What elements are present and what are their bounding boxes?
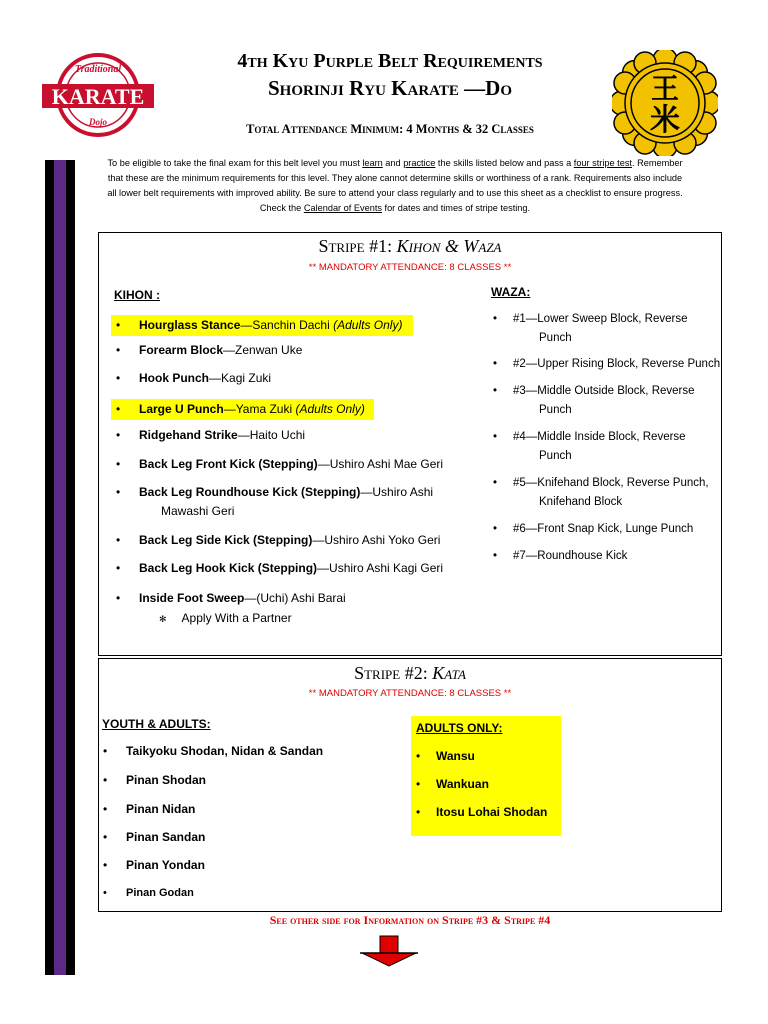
logo-top-text: Traditional [74,64,122,75]
logo-bottom-text: Dojo [89,117,107,127]
adults-only-box [411,716,561,836]
kihon-item: • Ridgehand Strike—Haito Uchi [116,428,306,442]
stripe-2-mandatory: ** MANDATORY ATTENDANCE: 8 CLASSES ** [308,688,512,699]
kihon-item: • Hook Punch—Kagi Zuki [116,371,272,385]
kihon-item: • Inside Foot Sweep—(Uchi) Ashi Barai [116,591,346,605]
adult-kata-item: • Wansu [416,749,475,763]
purple-belt-graphic [45,160,75,975]
stripe-2-title: Stripe #2: Kata [354,663,466,683]
waza-item: • #6—Front Snap Kick, Lunge Punch [493,523,694,535]
intro-stripe-test: four stripe test [573,158,632,168]
kata-item: • Pinan Godan [103,887,194,899]
waza-item: • #5—Knifehand Block, Reverse Punch, Knifehand Block [493,477,709,508]
intro-text: . Remember that these are the minimum requirements for this level. They alone cannot determine skills or worthiness of a rank. Requirements also include all lower belt requirements with improved ability. Be sure to attend your class regularly and to use this sheet as a checklist to ensure progress. [107,158,683,198]
page-title: 4th Kyu Purple Belt Requirements [237,50,543,72]
intro-text: Check the [259,203,304,213]
adult-kata-item: • Itosu Lohai Shodan [416,805,548,819]
intro-text: and [382,158,404,168]
intro-text: To be eligible to take the final exam for this belt level you must [107,158,363,168]
kihon-item-continued: Mawashi Geri [161,504,235,518]
intro-learn: learn [362,158,383,168]
attendance-minimum: Total Attendance Minimum: 4 Months & 32 Classes [246,122,534,136]
waza-header: WAZA: [491,285,531,299]
kata-item: • Pinan Nidan [103,802,196,816]
intro-text: for dates and times of stripe testing. [381,203,531,213]
sub-bullet-item: ✻ Apply With a Partner [159,611,292,625]
intro-paragraph [105,156,685,216]
kata-item: • Pinan Yondan [103,858,205,872]
intro-text: the skills listed below and pass a [435,158,574,168]
logo-main-text: KARATE [51,84,145,109]
kihon-item: • Large U Punch—Yama Zuki (Adults Only) [111,399,374,420]
belt-stripe [54,160,66,975]
kihon-item: • Hourglass Stance—Sanchin Dachi (Adults Only) [111,315,413,336]
stripe-1-section [98,232,722,656]
adult-kata-item: • Wankuan [416,777,489,791]
waza-item: • #1—Lower Sweep Block, Reverse Punch [493,313,688,344]
stripe-2-section [98,658,722,912]
kata-item: • Pinan Shodan [103,773,207,787]
kihon-item: • Back Leg Roundhouse Kick (Stepping)—Ushiro Ashi [116,485,434,499]
kihon-item: • Back Leg Hook Kick (Stepping)—Ushiro Ashi Kagi Geri [116,561,444,575]
shorinji-ryu-crest-logo [612,50,718,156]
kata-item: • Pinan Sandan [103,830,206,844]
down-arrow-icon [360,935,418,967]
adults-only-header: ADULTS ONLY: [416,721,503,735]
crest-glyph-bottom: 米 [650,103,680,138]
youth-adults-header: YOUTH & ADULTS: [102,717,211,731]
karate-dojo-logo [38,50,158,140]
kihon-header: KIHON : [114,288,160,302]
kihon-item: • Forearm Block—Zenwan Uke [116,343,303,357]
waza-item: • #7—Roundhouse Kick [493,550,628,562]
page-subtitle: Shorinji Ryu Karate —Do [268,76,512,100]
stripe-1-title: Stripe #1: Kihon & Waza [318,236,502,256]
crest-glyph-top: 王 [650,72,680,105]
kihon-item: • Back Leg Side Kick (Stepping)—Ushiro Ashi Yoko Geri [116,533,441,547]
calendar-of-events-link: Calendar of Events [303,203,382,213]
waza-item: • #2—Upper Rising Block, Reverse Punch [493,358,721,370]
waza-item: • #4—Middle Inside Block, Reverse Punch [493,431,686,462]
intro-practice: practice [403,158,436,168]
kihon-item: • Back Leg Front Kick (Stepping)—Ushiro Ashi Mae Geri [116,457,444,471]
footer-note: See other side for Information on Stripe #3 & Stripe #4 [269,913,551,927]
kata-item: • Taikyoku Shodan, Nidan & Sandan [103,744,324,758]
waza-item: • #3—Middle Outside Block, Reverse Punch [493,385,695,416]
stripe-1-mandatory: ** MANDATORY ATTENDANCE: 8 CLASSES ** [308,262,512,273]
